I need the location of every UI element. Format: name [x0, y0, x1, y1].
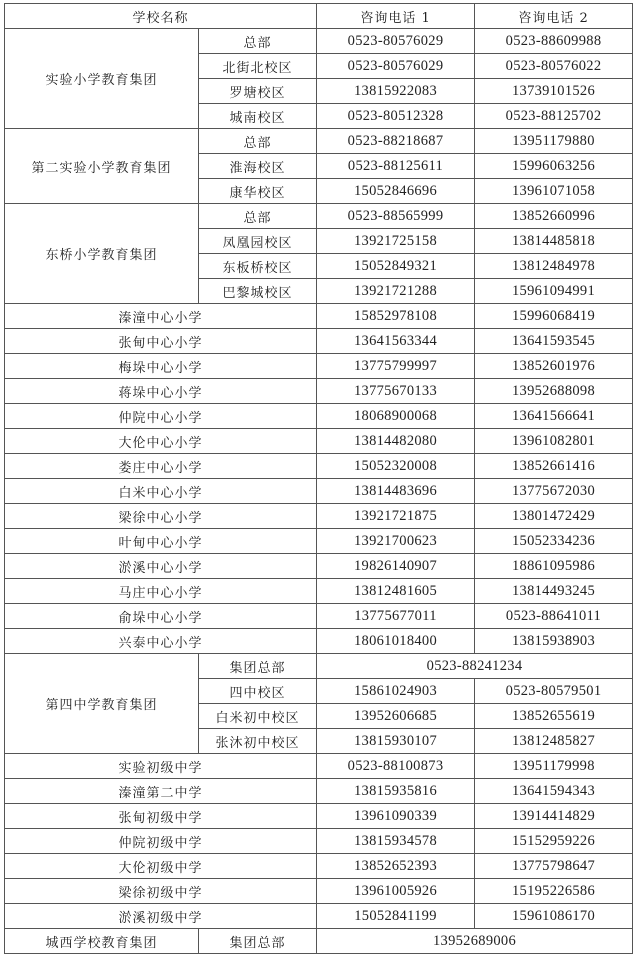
school-row: [5, 479, 633, 504]
school-row: [5, 804, 633, 829]
phone-2: 13775672030: [475, 479, 633, 504]
phone-1: 13921721875: [317, 504, 475, 529]
header-school-name: 学校名称: [5, 4, 317, 29]
phone-1: 0523-88125611: [317, 154, 475, 179]
phone-1: 13814483696: [317, 479, 475, 504]
school-row: [5, 829, 633, 854]
school-name: 大伦初级中学: [5, 854, 317, 879]
phone-2: 0523-88125702: [475, 104, 633, 129]
campus-name: 总部: [199, 29, 317, 54]
group-name: 东桥小学教育集团: [5, 204, 199, 304]
phone-2: 13775798647: [475, 854, 633, 879]
header-phone-2: 咨询电话 2: [475, 4, 633, 29]
phone-2: 13951179880: [475, 129, 633, 154]
phone-2: 15195226586: [475, 879, 633, 904]
school-row: [5, 579, 633, 604]
phone-1: 0523-88100873: [317, 754, 475, 779]
campus-name: 集团总部: [199, 929, 317, 954]
school-row: [5, 554, 633, 579]
campus-name: 北街北校区: [199, 54, 317, 79]
phone-1: 15052841199: [317, 904, 475, 929]
school-name: 张甸中心小学: [5, 329, 317, 354]
school-row: [5, 504, 633, 529]
group-name: 第四中学教育集团: [5, 654, 199, 754]
school-row: [5, 304, 633, 329]
phone-1: 18068900068: [317, 404, 475, 429]
phone-1: 13961005926: [317, 879, 475, 904]
school-name: 马庄中心小学: [5, 579, 317, 604]
campus-name: 白米初中校区: [199, 704, 317, 729]
campus-name: 东板桥校区: [199, 254, 317, 279]
campus-name: 张沐初中校区: [199, 729, 317, 754]
phone-2: 13914414829: [475, 804, 633, 829]
phone-2: 15961086170: [475, 904, 633, 929]
phone-1: 15852978108: [317, 304, 475, 329]
school-row: [5, 404, 633, 429]
phone-2: 13641593545: [475, 329, 633, 354]
phone-1: 13775799997: [317, 354, 475, 379]
school-row: [5, 854, 633, 879]
phone-1: 0523-88218687: [317, 129, 475, 154]
campus-name: 总部: [199, 129, 317, 154]
phone-2: 13812485827: [475, 729, 633, 754]
school-row: [5, 379, 633, 404]
phone-1: 18061018400: [317, 629, 475, 654]
phone-1: 13814482080: [317, 429, 475, 454]
phone-1: 13952606685: [317, 704, 475, 729]
school-name: 梅垛中心小学: [5, 354, 317, 379]
phone-1: 13961090339: [317, 804, 475, 829]
school-row: [5, 429, 633, 454]
phone-2: 13801472429: [475, 504, 633, 529]
phone-2: 0523-80576022: [475, 54, 633, 79]
phone-2: 13852661416: [475, 454, 633, 479]
school-name: 兴泰中心小学: [5, 629, 317, 654]
phone-2: 13952688098: [475, 379, 633, 404]
campus-name: 总部: [199, 204, 317, 229]
group-row: [5, 654, 633, 679]
campus-name: 四中校区: [199, 679, 317, 704]
phone-2: 0523-80579501: [475, 679, 633, 704]
school-row: [5, 529, 633, 554]
group-name: 第二实验小学教育集团: [5, 129, 199, 204]
school-row: [5, 454, 633, 479]
phone-1: 13852652393: [317, 854, 475, 879]
last-row: [5, 929, 633, 954]
group-row: [5, 129, 633, 154]
table-body: [5, 4, 633, 954]
school-name: 仲院初级中学: [5, 829, 317, 854]
phone-1: 13775677011: [317, 604, 475, 629]
school-name: 溱潼中心小学: [5, 304, 317, 329]
school-name: 娄庄中心小学: [5, 454, 317, 479]
phone-2: 13814485818: [475, 229, 633, 254]
group-row: [5, 29, 633, 54]
phone-2: 13815938903: [475, 629, 633, 654]
school-name: 淤溪初级中学: [5, 904, 317, 929]
school-row: [5, 779, 633, 804]
school-row: [5, 754, 633, 779]
school-name: 叶甸中心小学: [5, 529, 317, 554]
phone-2: 13739101526: [475, 79, 633, 104]
phone-2: 13852601976: [475, 354, 633, 379]
phone-1: 13815935816: [317, 779, 475, 804]
phone-1: 15861024903: [317, 679, 475, 704]
school-row: [5, 354, 633, 379]
phone-2: 18861095986: [475, 554, 633, 579]
phone-1: 19826140907: [317, 554, 475, 579]
phone-1: 0523-80512328: [317, 104, 475, 129]
phone-1: 15052846696: [317, 179, 475, 204]
school-row: [5, 629, 633, 654]
phone-2: 13814493245: [475, 579, 633, 604]
phone-1: 0523-80576029: [317, 29, 475, 54]
campus-name: 康华校区: [199, 179, 317, 204]
school-row: [5, 879, 633, 904]
phone-2: 0523-88641011: [475, 604, 633, 629]
school-row: [5, 904, 633, 929]
school-name: 梁徐初级中学: [5, 879, 317, 904]
phone-2: 13641594343: [475, 779, 633, 804]
phone-2: 13852660996: [475, 204, 633, 229]
phone-1: 0523-88565999: [317, 204, 475, 229]
phone-merged: 13952689006: [317, 929, 633, 954]
phone-1: 13815934578: [317, 829, 475, 854]
campus-name: 凤凰园校区: [199, 229, 317, 254]
phone-1: 13815922083: [317, 79, 475, 104]
phone-2: 15961094991: [475, 279, 633, 304]
phone-merged: 0523-88241234: [317, 654, 633, 679]
phone-2: 15052334236: [475, 529, 633, 554]
phone-2: 0523-88609988: [475, 29, 633, 54]
group-row: [5, 204, 633, 229]
phone-2: 13961082801: [475, 429, 633, 454]
phone-1: 13812481605: [317, 579, 475, 604]
phone-2: 13812484978: [475, 254, 633, 279]
school-name: 仲院中心小学: [5, 404, 317, 429]
campus-name: 集团总部: [199, 654, 317, 679]
phone-2: 15996063256: [475, 154, 633, 179]
phone-1: 13641563344: [317, 329, 475, 354]
campus-name: 罗塘校区: [199, 79, 317, 104]
campus-name: 淮海校区: [199, 154, 317, 179]
phone-2: 13852655619: [475, 704, 633, 729]
phone-1: 13921700623: [317, 529, 475, 554]
school-name: 蒋垛中心小学: [5, 379, 317, 404]
school-row: [5, 329, 633, 354]
contact-table-wrapper: [4, 3, 633, 954]
school-name: 淤溪中心小学: [5, 554, 317, 579]
phone-2: 15152959226: [475, 829, 633, 854]
school-name: 梁徐中心小学: [5, 504, 317, 529]
school-name: 实验初级中学: [5, 754, 317, 779]
school-row: [5, 604, 633, 629]
school-name: 溱潼第二中学: [5, 779, 317, 804]
school-name: 白米中心小学: [5, 479, 317, 504]
phone-1: 0523-80576029: [317, 54, 475, 79]
school-name: 大伦中心小学: [5, 429, 317, 454]
phone-2: 13951179998: [475, 754, 633, 779]
header-row: [5, 4, 633, 29]
school-name: 俞垛中心小学: [5, 604, 317, 629]
campus-name: 城南校区: [199, 104, 317, 129]
phone-2: 15996068419: [475, 304, 633, 329]
header-phone-1: 咨询电话 1: [317, 4, 475, 29]
phone-2: 13641566641: [475, 404, 633, 429]
phone-2: 13961071058: [475, 179, 633, 204]
school-contact-table: [4, 3, 633, 954]
group-name: 实验小学教育集团: [5, 29, 199, 129]
phone-1: 13921721288: [317, 279, 475, 304]
phone-1: 13921725158: [317, 229, 475, 254]
phone-1: 13775670133: [317, 379, 475, 404]
school-name: 张甸初级中学: [5, 804, 317, 829]
phone-1: 15052320008: [317, 454, 475, 479]
campus-name: 巴黎城校区: [199, 279, 317, 304]
phone-1: 15052849321: [317, 254, 475, 279]
group-name: 城西学校教育集团: [5, 929, 199, 954]
phone-1: 13815930107: [317, 729, 475, 754]
